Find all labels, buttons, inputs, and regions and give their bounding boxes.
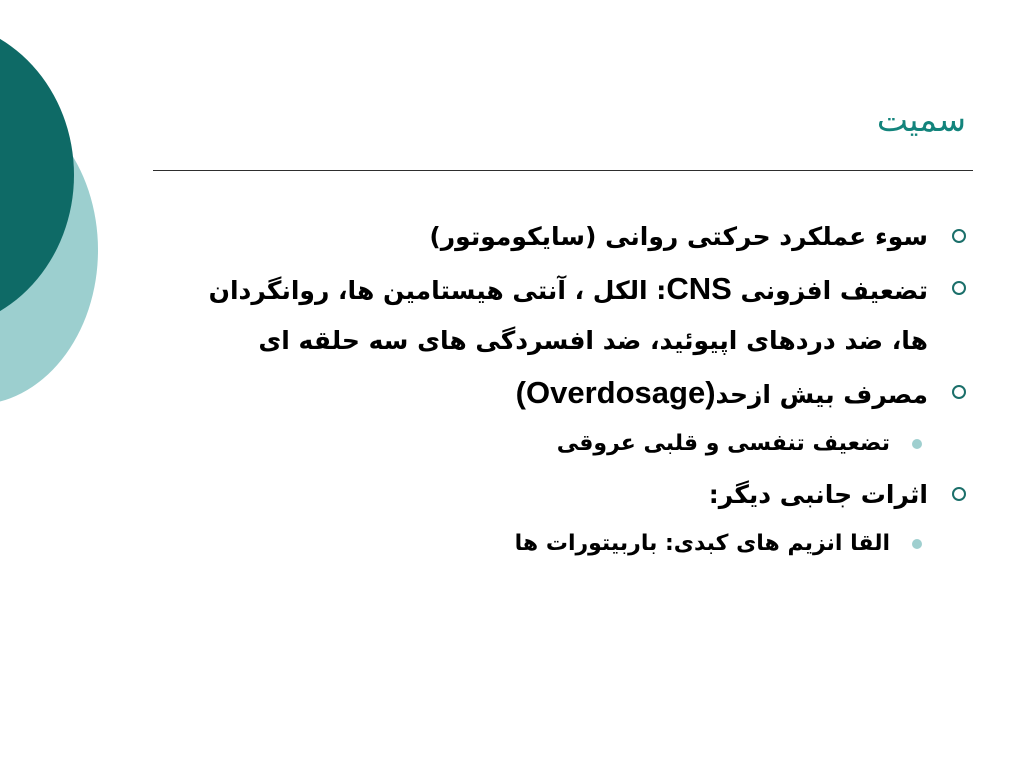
- bullet-text-prefix: مصرف بیش ازحد: [715, 380, 928, 409]
- sub-bullet-item: [170, 422, 966, 466]
- slide-body: [170, 210, 966, 570]
- bullet-text-latin: CNS: [666, 271, 732, 306]
- bullet-text: اثرات جانبی دیگر:: [708, 480, 928, 509]
- hollow-circle-bullet-icon: [952, 487, 966, 501]
- sub-bullet-item: [170, 522, 966, 566]
- bullet-text-latin: (Overdosage): [515, 375, 716, 410]
- hollow-circle-bullet-icon: [952, 281, 966, 295]
- hollow-circle-bullet-icon: [952, 385, 966, 399]
- sub-bullet-text: تضعیف تنفسی و قلبی عروقی: [556, 431, 890, 456]
- dot-bullet-icon: [912, 439, 922, 449]
- hollow-circle-bullet-icon: [952, 229, 966, 243]
- bullet-item: [170, 212, 966, 262]
- bullet-text: سوء عملکرد حرکتی روانی (سایکوموتور): [429, 222, 928, 251]
- bullet-item: [170, 264, 966, 366]
- bullet-text-suffix: : الکل ، آنتی هیستامین ها، روانگردان ها، ضد دردهای اپیوئید، ضد افسردگی های سه حلقه ای: [208, 276, 928, 355]
- title-divider: [153, 170, 973, 171]
- dot-bullet-icon: [912, 539, 922, 549]
- bullet-text-prefix: تضعیف افزونی: [731, 276, 928, 305]
- slide-title: سمیت: [876, 100, 966, 139]
- sub-bullet-text: القا انزیم های کبدی: باربیتورات ها: [514, 531, 890, 556]
- bullet-item: [170, 368, 966, 420]
- bullet-item: [170, 470, 966, 520]
